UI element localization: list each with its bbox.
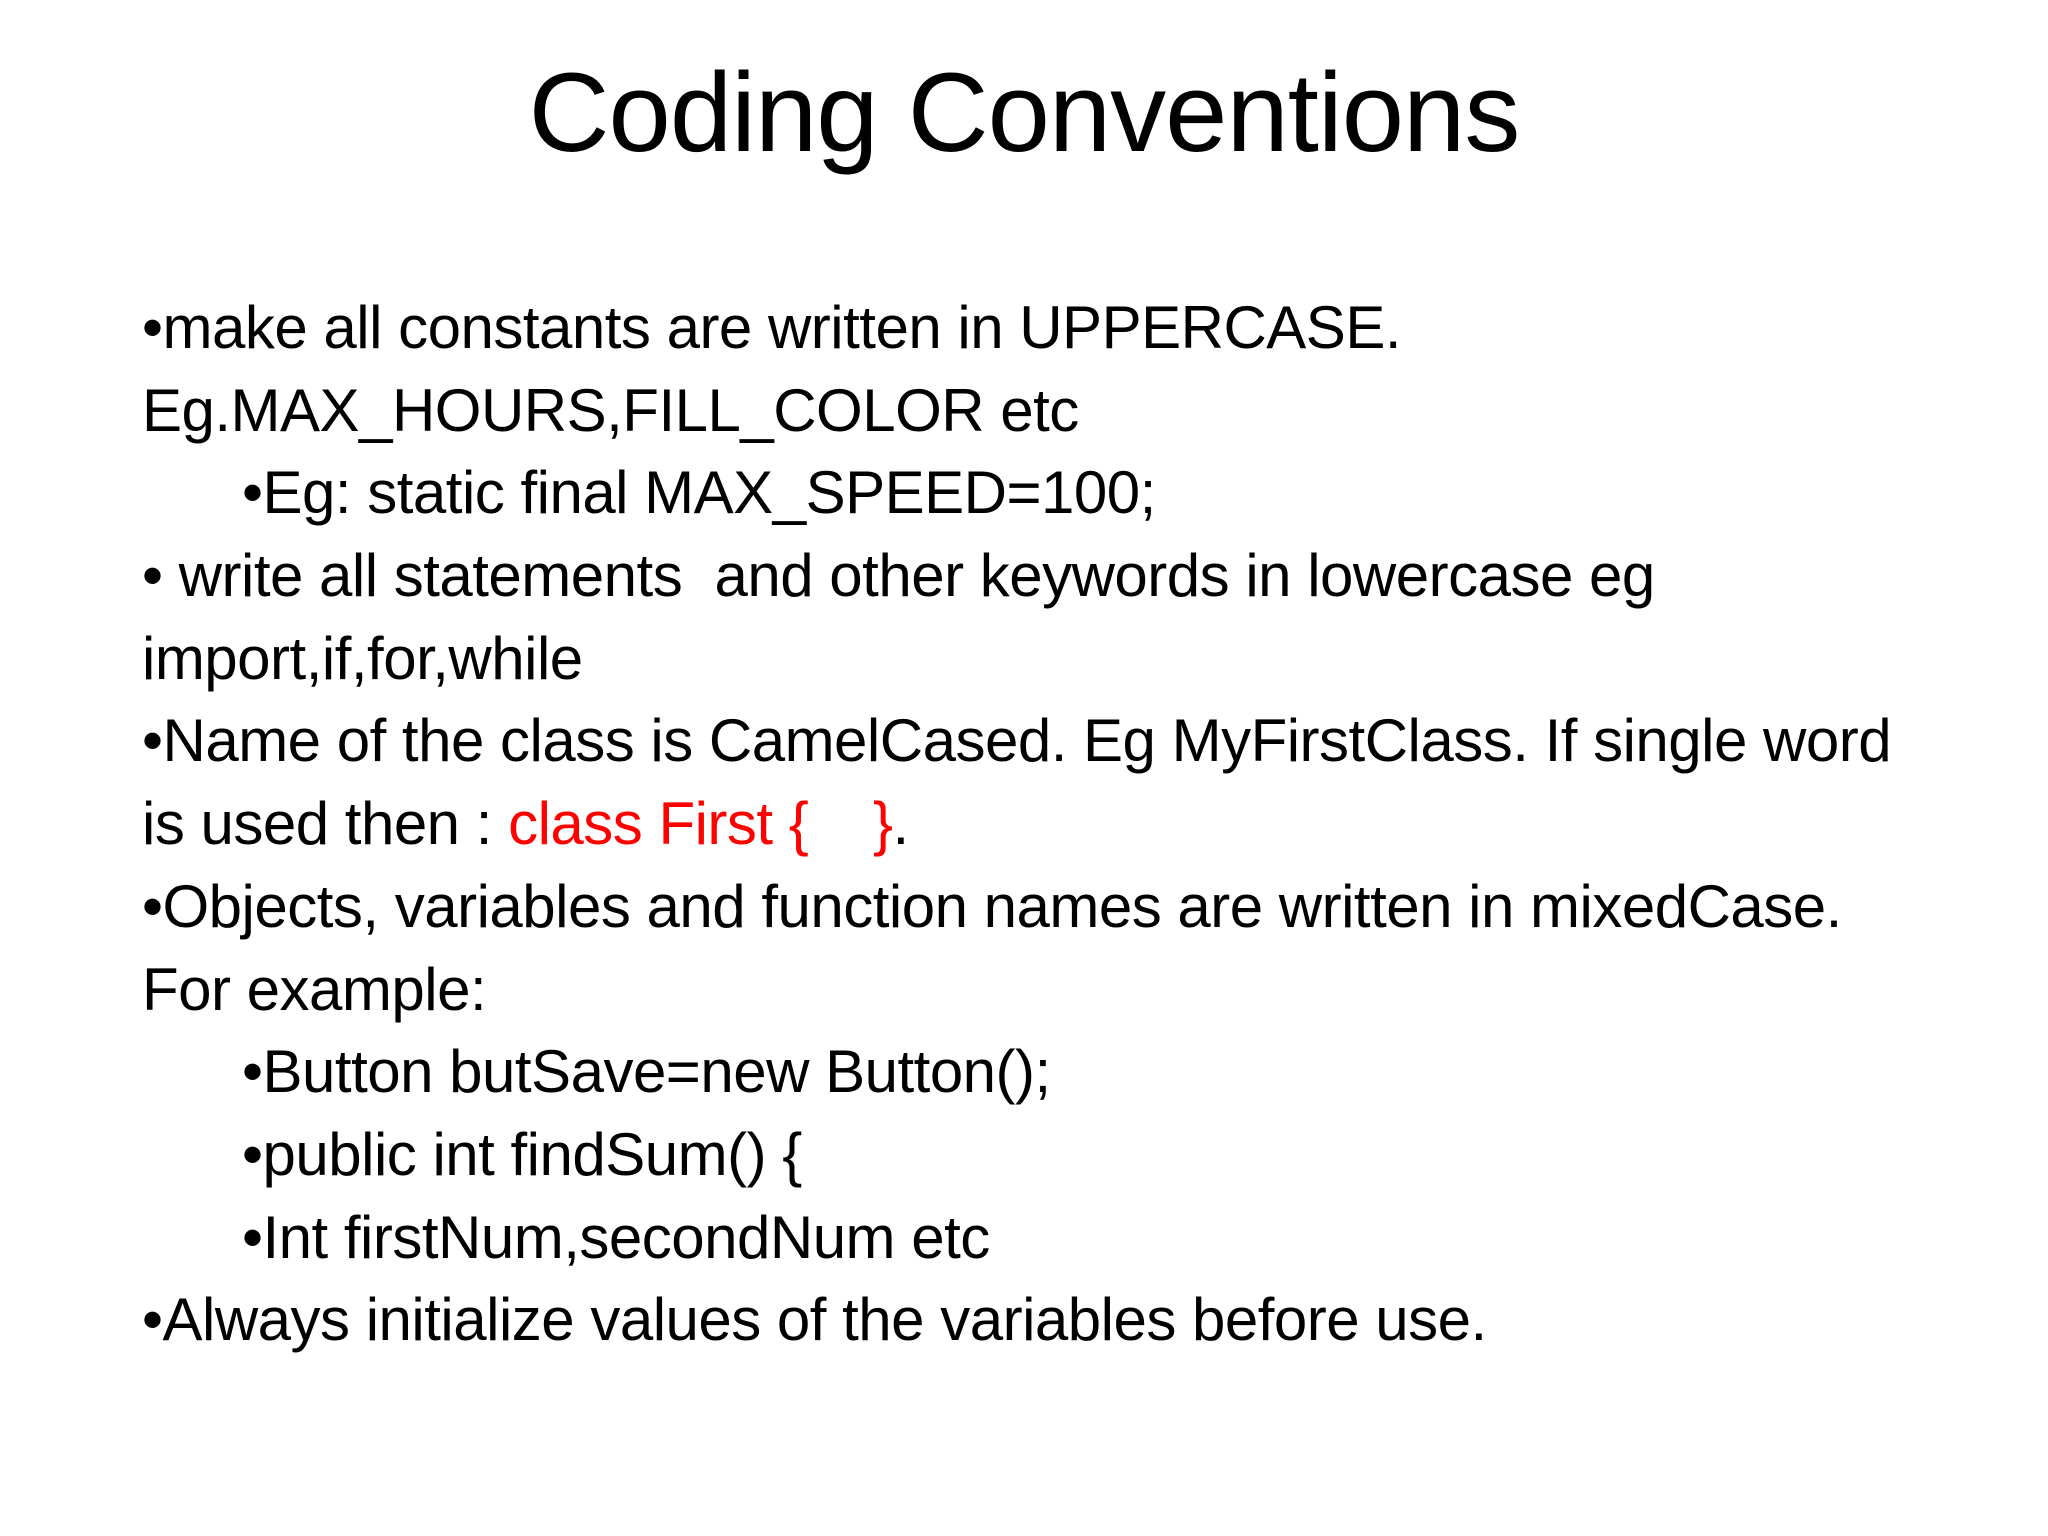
class-example-code: class First { } (508, 790, 893, 858)
sub-bullet-variables-example: •Int firstNum,secondNum etc (242, 1203, 990, 1271)
slide-body (142, 287, 2022, 1362)
sub-bullet-function-example: •public int findSum() { (242, 1120, 802, 1188)
class-example-suffix: . (892, 790, 909, 858)
bullet-lowercase-keywords: • write all statements and other keywords in lowercase eg (142, 542, 1655, 610)
for-example-label: For example: (142, 955, 487, 1023)
keywords-example: import,if,for,while (142, 624, 583, 692)
class-example-line (142, 783, 2022, 866)
bullet-mixedcase-names: •Objects, variables and function names are written in mixedCase. (142, 872, 1842, 940)
slide-title: Coding Conventions (528, 50, 1520, 175)
sub-bullet-button-example: •Button butSave=new Button(); (242, 1038, 1051, 1106)
bullet-constants-uppercase: •make all constants are written in UPPERCASE. (142, 294, 1402, 361)
sub-bullet-static-final: •Eg: static final MAX_SPEED=100; (242, 459, 1156, 527)
class-example-prefix: is used then : (142, 790, 509, 858)
constants-example: Eg.MAX_HOURS,FILL_COLOR etc (142, 376, 1079, 444)
bullet-initialize-variables: •Always initialize values of the variables before use. (142, 1286, 1487, 1354)
bullet-class-camelcase: •Name of the class is CamelCased. Eg MyFirstClass. If single word (142, 707, 1892, 775)
